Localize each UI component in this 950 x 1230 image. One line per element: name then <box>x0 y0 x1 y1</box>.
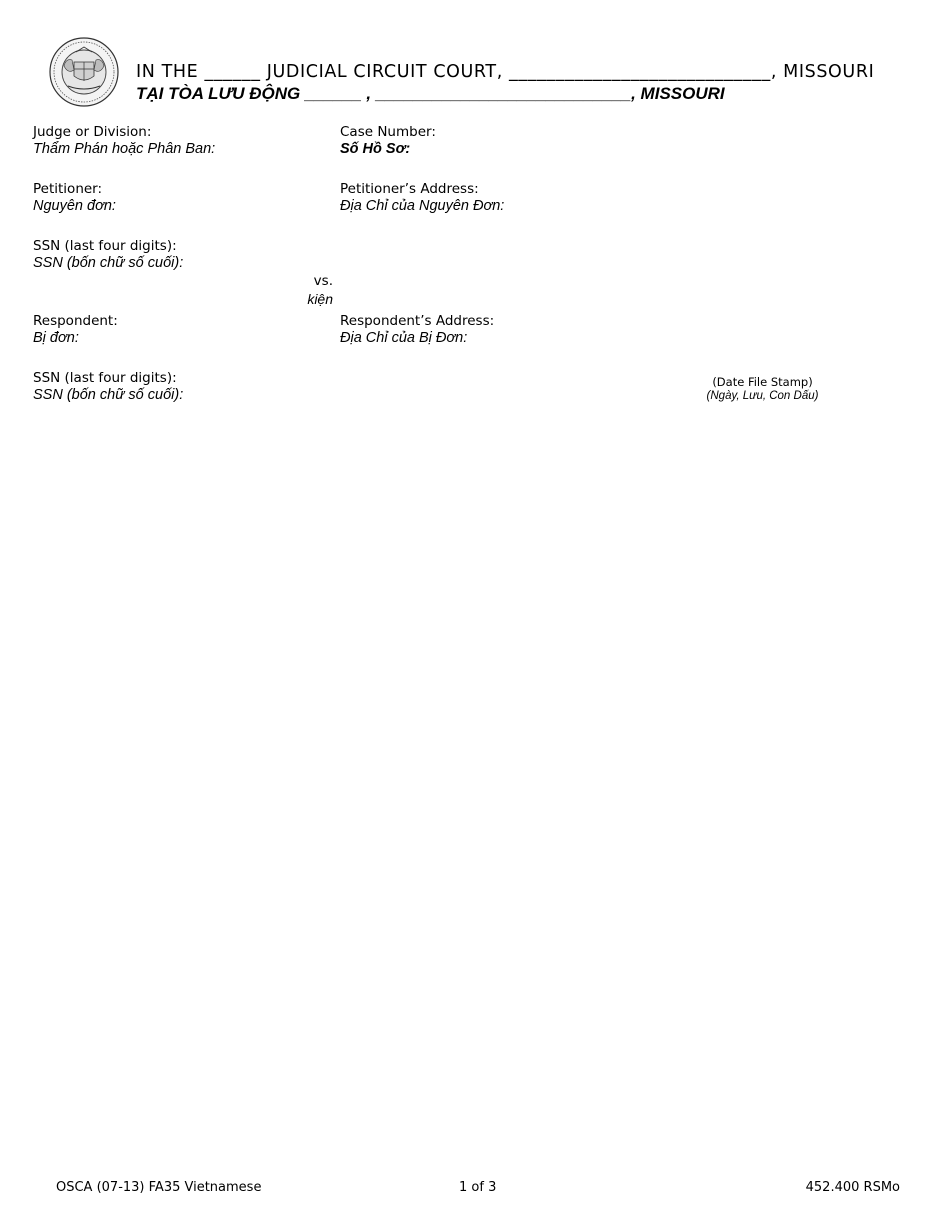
petitioner-address-label-en: Petitioner’s Address: <box>340 181 479 197</box>
date-file-stamp-label-en: (Date File Stamp) <box>712 375 813 389</box>
case-number-label-en: Case Number: <box>340 124 436 140</box>
date-file-stamp-label-vi: (Ngày, Lưu, Con Dấu) <box>706 390 819 402</box>
case-number-cell[interactable] <box>332 119 655 178</box>
versus-en: vs. <box>313 273 333 289</box>
missouri-seal-icon <box>46 36 122 108</box>
petitioner-ssn-label-en: SSN (last four digits): <box>33 238 177 254</box>
court-heading-vietnamese: TẠI TÒA LƯU ĐỘNG ______ , ___________________________, MISSOURI <box>136 84 725 103</box>
respondent-address-label-en: Respondent’s Address: <box>340 313 495 329</box>
petitioner-address-label-vi: Địa Chỉ của Nguyên Đơn: <box>340 198 505 214</box>
statute-reference: 452.400 RSMo <box>805 1180 900 1195</box>
judge-division-cell[interactable] <box>25 119 333 178</box>
judge-label-en: Judge or Division: <box>33 124 152 140</box>
judge-label-vi: Thẩm Phán hoặc Phân Ban: <box>33 141 216 157</box>
court-heading-english: IN THE ______ JUDICIAL CIRCUIT COURT, ____________________________, MISSOURI <box>136 62 875 82</box>
respondent-label-vi: Bị đơn: <box>33 330 79 346</box>
respondent-ssn-label-en: SSN (last four digits): <box>33 370 177 386</box>
petitioner-label-vi: Nguyên đơn: <box>33 198 116 214</box>
versus-vi: kiện <box>307 291 333 307</box>
case-number-label-vi: Số Hồ Sơ: <box>340 141 411 157</box>
petitioner-cell[interactable] <box>25 177 333 310</box>
respondent-address-label-vi: Địa Chỉ của Bị Đơn: <box>340 330 468 346</box>
petitioner-label-en: Petitioner: <box>33 181 103 197</box>
form-identifier: OSCA (07-13) FA35 Vietnamese <box>56 1180 262 1195</box>
page-number: 1 of 3 <box>459 1180 497 1195</box>
petitioner-ssn-label-vi: SSN (bốn chữ số cuối): <box>33 255 184 271</box>
petitioner-address-cell[interactable] <box>332 177 655 310</box>
case-caption-table <box>25 119 871 407</box>
respondent-address-cell[interactable] <box>332 309 655 407</box>
respondent-label-en: Respondent: <box>33 313 118 329</box>
respondent-ssn-label-vi: SSN (bốn chữ số cuối): <box>33 387 184 403</box>
respondent-cell[interactable] <box>25 309 333 407</box>
date-file-stamp-area <box>654 119 871 407</box>
